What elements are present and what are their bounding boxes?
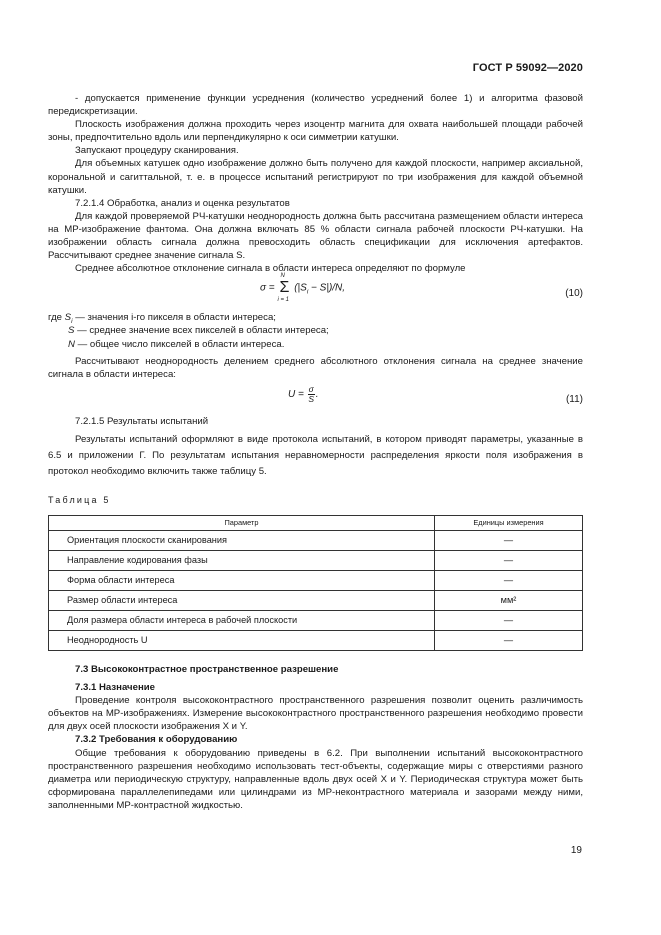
table-cell: Направление кодирования фазы [49,550,435,570]
page-number: 19 [570,845,582,856]
table-cell: Форма области интереса [49,570,435,590]
paragraph: Результаты испытаний оформляют в виде протокола испытаний, в котором приводят параметры, указанные в 6.5 и приложении Г. По результатам испытания неравномерности распределения яркости поля изображения в протокол необходимо включить также таблицу 5. [48,433,583,477]
table-cell: Неоднородность U [49,630,435,650]
table-row [49,590,583,610]
paragraph: Для объемных катушек одно изображение должно быть получено для каждой плоскости, например аксиальной, корональной и сагиттальной, т. е. в процессе испытаний регистрируют по три изображения для каждой объемной катушки. [48,158,583,196]
standard-header: ГОСТ Р 59092—2020 [472,62,583,74]
section-heading-7-3: 7.3 Высококонтрастное пространственное разрешение [75,663,339,675]
formula-10 [48,275,583,311]
section-heading-7-2-1-4: 7.2.1.4 Обработка, анализ и оценка результатов [75,197,290,209]
column-header: Единицы измерения [435,515,583,530]
paragraph: Рассчитывают неоднородность делением среднего абсолютного отклонения сигнала на среднее значение сигнала в области интереса: [48,355,583,380]
where-item: N — общее число пикселей в области интереса. [68,338,285,350]
table-cell: — [435,630,583,650]
summation-symbol: Σ N i = 1 [277,273,290,304]
table-cell: мм² [435,590,583,610]
fraction: $\frac{\sigma}{S}$ [308,383,315,404]
table-header-row [49,515,583,530]
table-row [49,550,583,570]
paragraph: Запускают процедуру сканирования. [75,145,239,157]
where-item: S — среднее значение всех пикселей в области интереса; [68,325,329,337]
paragraph: - допускается применение функции усреднения (количество усреднений более 1) и алгоритма фазовой передискретизации. [48,93,583,118]
paragraph: Общие требования к оборудованию приведены в 6.2. При выполнении испытаний высококонтрастного пространственного разрешения необходимо использовать тест-объекты, содержащие миры с отверстиями разного диаметра или периодическую структуру, направленные вдоль двух осей X и Y. Периодическая структура может быть сформирована параллелепипедами или цилиндрами из МР-неконтрастного материала и зазорами между ними, заполненными МР-контрастной жидкостью. [48,747,583,811]
table-cell: — [435,610,583,630]
formula-10-expression: σ = Σ N i = 1 $(|S_i - S|)/N$, [260,273,346,304]
table-row [49,530,583,550]
formula-11 [48,381,583,415]
formula-11-expression: U = $\frac{\sigma}{S}$ . [288,383,319,404]
table-cell: Доля размера области интереса в рабочей плоскости [49,610,435,630]
table-cell: Ориентация плоскости сканирования [49,530,435,550]
table-caption: Таблица 5 [48,494,111,505]
table-cell: — [435,530,583,550]
table-row [49,630,583,650]
section-heading-7-3-1: 7.3.1 Назначение [75,682,155,694]
document-body [48,92,583,812]
table-row [49,570,583,590]
formula-number: (10) [565,288,583,300]
paragraph: Среднее абсолютное отклонение сигнала в области интереса определяют по формуле [75,263,466,275]
where-list [48,311,583,350]
where-item: где $S_i$ — значения i-го пикселя в области интереса; [48,312,276,326]
column-header: Параметр [49,515,435,530]
paragraph: Плоскость изображения должна проходить через изоцентр магнита для охвата наибольшей площади рабочей зоны, предпочтительно вдоль или перпендикулярно к оси симметрии катушки. [48,119,583,144]
table-row [49,610,583,630]
paragraph: Проведение контроля высококонтрастного пространственного разрешения позволит оценить различимость объектов на МР-изображениях. Измерение высококонтрастного пространственного разрешения необходимо провести для двух осей плоскости изображения X и Y. [48,695,583,733]
table-cell: — [435,570,583,590]
paragraph: Для каждой проверяемой РЧ-катушки неоднородность должна быть рассчитана размещением области интереса на МР-изображение фантома. Она должна включать 85 % области сигнала рабочей плоскости РЧ-катушки. На изображении область сигнала должна превосходить область спецификации для исключения артефактов. Рассчитывают среднее значение сигнала S. [48,210,583,262]
table-cell: Размер области интереса [49,590,435,610]
results-table [48,515,583,651]
section-heading-7-2-1-5: 7.2.1.5 Результаты испытаний [75,415,209,427]
table-cell: — [435,550,583,570]
section-heading-7-3-2: 7.3.2 Требования к оборудованию [75,734,238,746]
formula-number: (11) [565,393,583,405]
